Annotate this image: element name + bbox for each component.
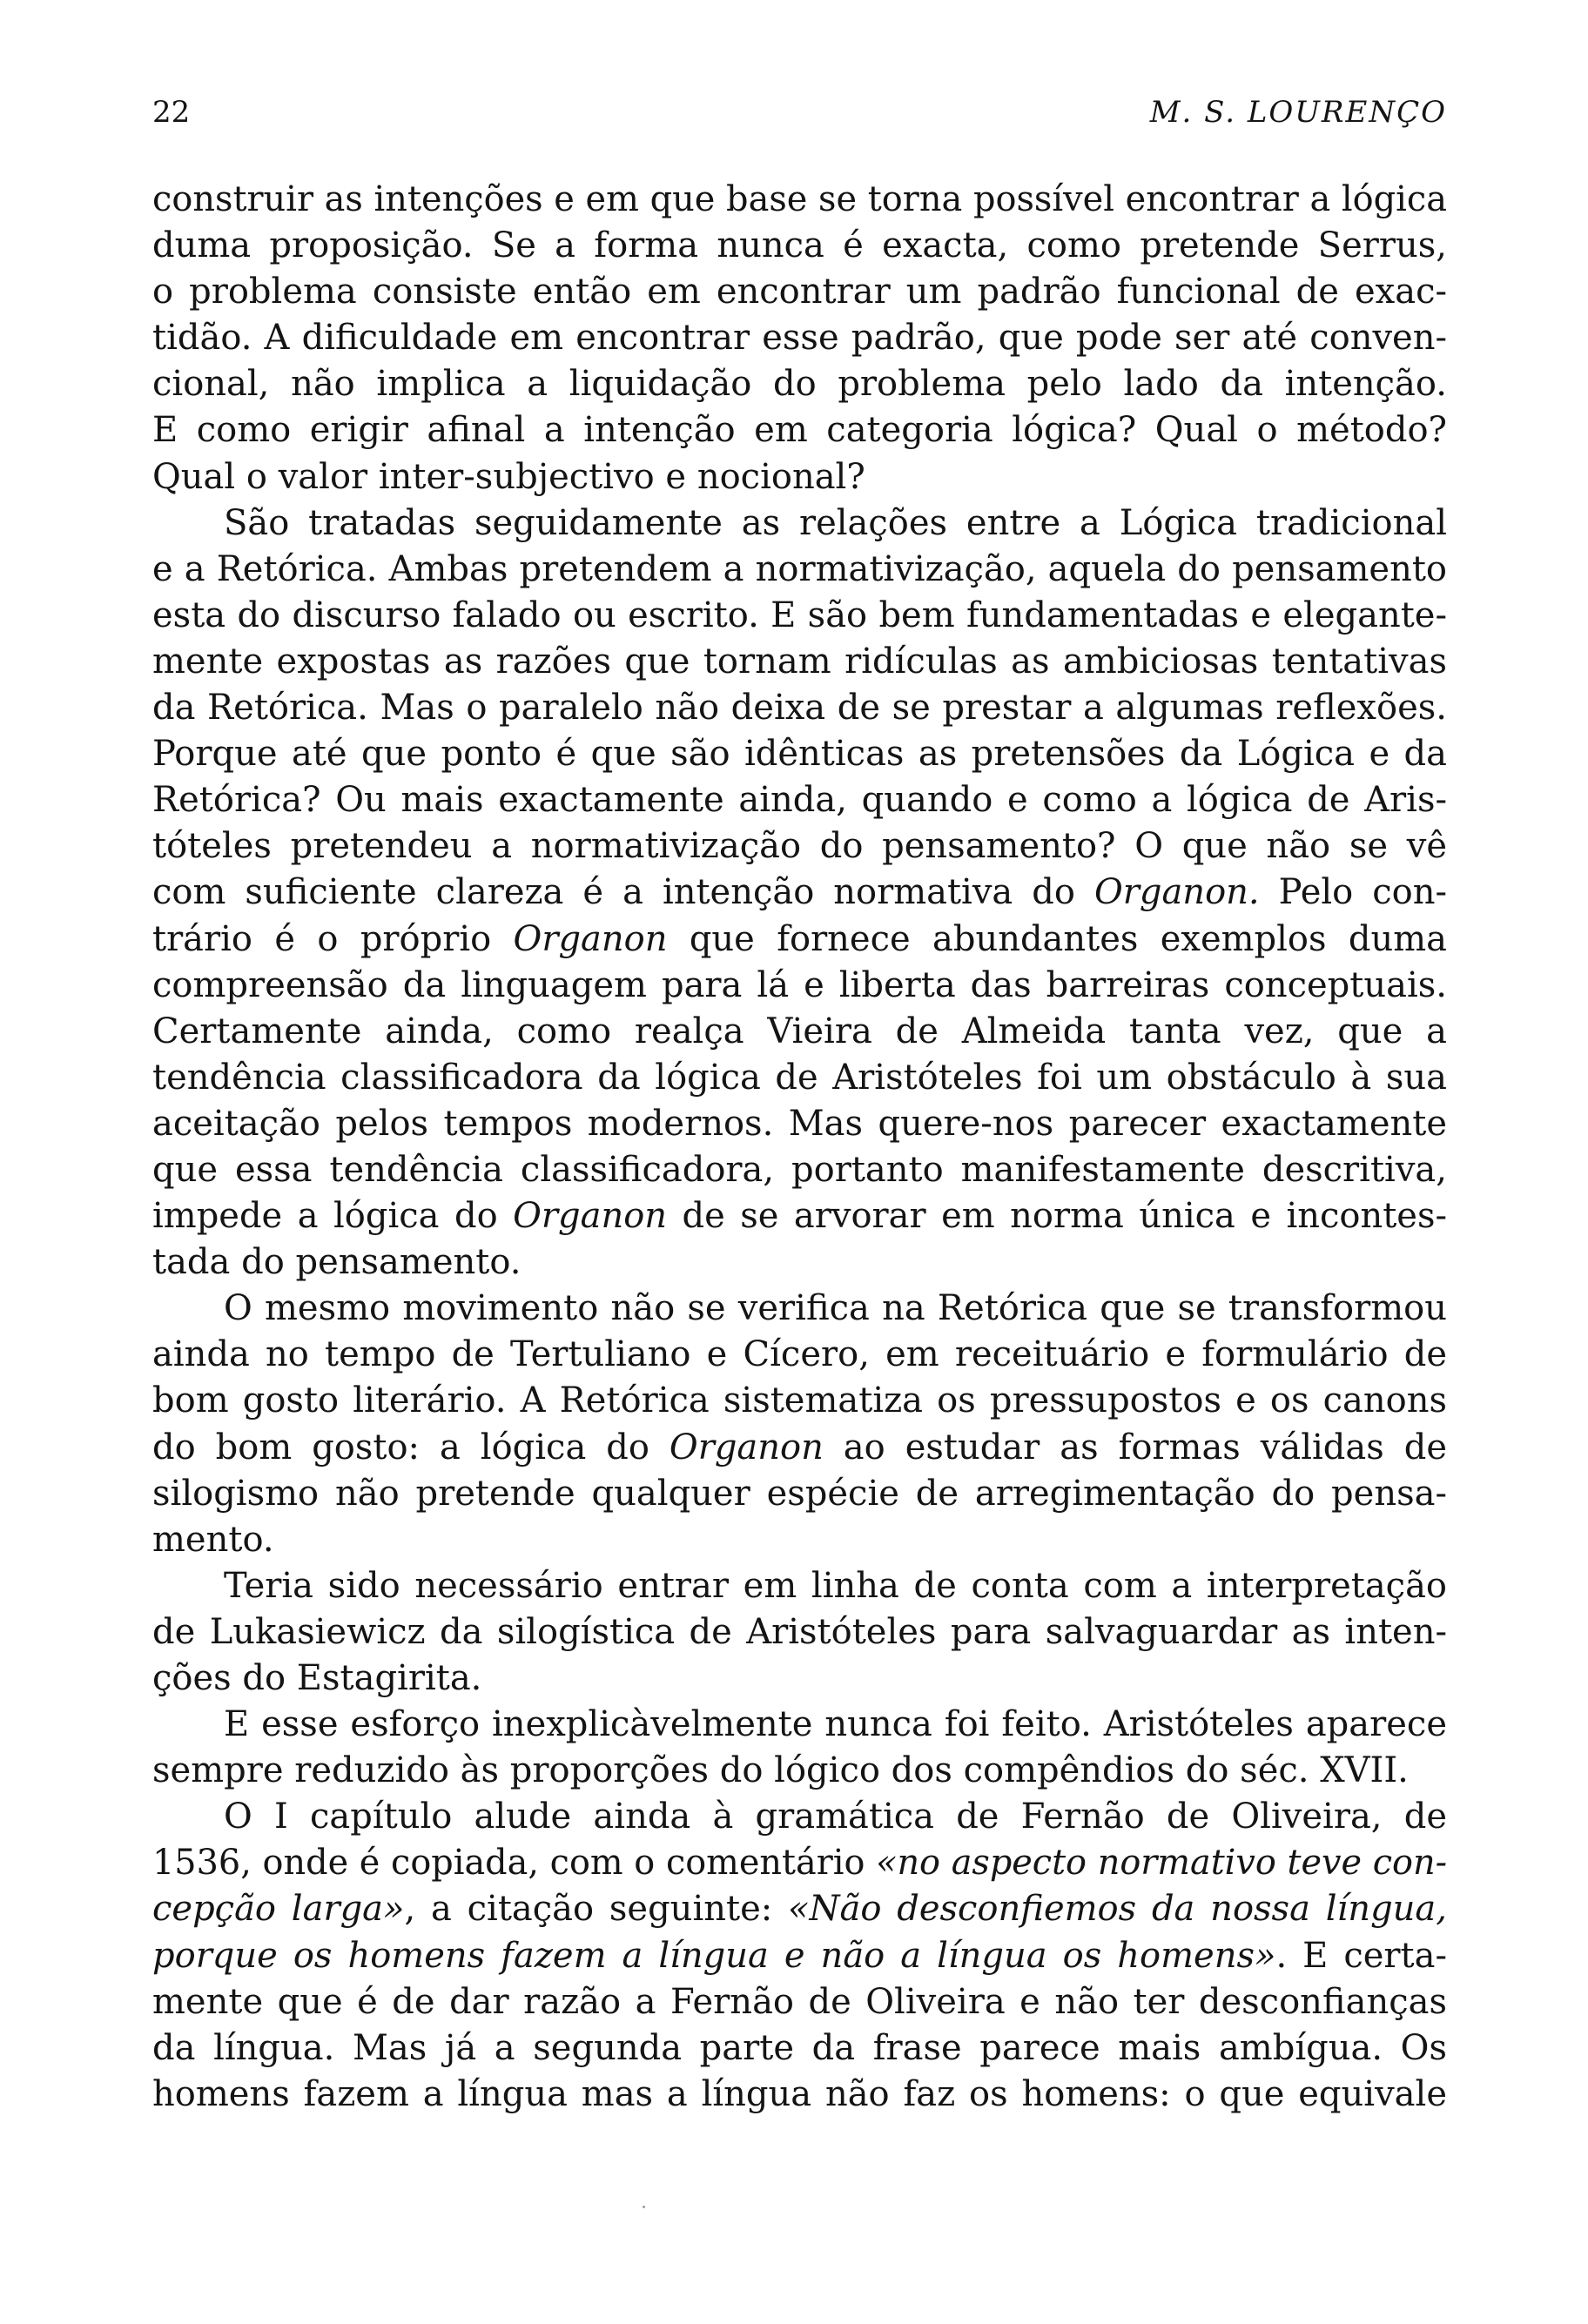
- text-line: [152, 1009, 1447, 1055]
- text-line: [152, 500, 1447, 547]
- text-line: [152, 177, 1447, 223]
- text-line: [152, 1147, 1447, 1193]
- text-segment: , a citação seguinte:: [404, 1889, 789, 1930]
- text-segment: da língua. Mas já a segunda parte da frase parece mais ambígua. Os: [152, 2027, 1447, 2068]
- text-segment: com suficiente clareza é a intenção normativa do: [152, 872, 1094, 913]
- text-segment: do bom gosto: a lógica do: [152, 1427, 670, 1468]
- text-line: [152, 1286, 1447, 1332]
- text-segment: homens fazem a língua mas a língua não faz os homens: o que equivale: [152, 2073, 1447, 2114]
- text-line: [152, 1239, 1447, 1286]
- italic-text-segment: Organon.: [1093, 872, 1260, 913]
- text-segment: Qual o valor inter-subjectivo e nocional?: [152, 456, 865, 497]
- italic-text-segment: Organon: [513, 918, 668, 959]
- text-line: [152, 361, 1447, 407]
- text-segment: e a Retórica. Ambas pretendem a normativização, aquela do pensamento: [152, 548, 1447, 589]
- text-segment: aceitação pelos tempos modernos. Mas quere-nos parecer exactamente: [152, 1103, 1447, 1144]
- text-segment: de Lukasiewicz da silogística de Aristóteles para salvaguardar as inten-: [152, 1611, 1447, 1652]
- text-line: [152, 1101, 1447, 1147]
- page-number: 22: [152, 95, 191, 130]
- text-segment: mente que é de dar razão a Fernão de Oliveira e não ter desconfianças: [152, 1981, 1447, 2022]
- text-line: [152, 1609, 1447, 1656]
- text-segment: esta do discurso falado ou escrito. E são bem fundamentadas e elegante-: [152, 594, 1447, 635]
- text-line: [152, 1332, 1447, 1378]
- text-line: [152, 1933, 1447, 1979]
- text-line: [152, 1979, 1447, 2025]
- text-line: [152, 2072, 1447, 2118]
- text-segment: ao estudar as formas válidas de: [823, 1427, 1447, 1468]
- text-line: [152, 639, 1447, 685]
- text-line: [152, 1656, 1447, 1702]
- text-segment: O mesmo movimento não se verifica na Retórica que se transformou: [224, 1288, 1447, 1329]
- text-line: [152, 1794, 1447, 1840]
- text-segment: trário é o próprio: [152, 918, 514, 959]
- text-line: [152, 870, 1447, 916]
- italic-text-segment: Organon: [513, 1196, 668, 1237]
- text-line: [152, 823, 1447, 870]
- text-line: [152, 547, 1447, 593]
- running-head-author: M. S. LOURENÇO: [1149, 95, 1447, 130]
- text-segment: . E certa-: [1275, 1935, 1447, 1976]
- text-segment: E como erigir afinal a intenção em categoria lógica? Qual o método?: [152, 410, 1447, 451]
- text-line: [152, 1425, 1447, 1471]
- text-segment: silogismo não pretende qualquer espécie de arregimentação do pensa-: [152, 1473, 1447, 1514]
- text-segment: tóteles pretendeu a normativização do pensamento? O que não se vê: [152, 826, 1447, 867]
- text-line: [152, 1517, 1447, 1563]
- text-line: [152, 1055, 1447, 1101]
- text-segment: bom gosto literário. A Retórica sistematiza os pressupostos e os canons: [152, 1380, 1447, 1421]
- text-line: [152, 315, 1447, 361]
- text-line: [152, 1702, 1447, 1748]
- text-line: [152, 593, 1447, 639]
- text-line: [152, 1378, 1447, 1424]
- text-segment: O I capítulo alude ainda à gramática de Fernão de Oliveira, de: [224, 1797, 1447, 1837]
- text-line: [152, 1840, 1447, 1886]
- text-segment: Certamente ainda, como realça Vieira de Almeida tanta vez, que a: [152, 1011, 1447, 1051]
- text-line: [152, 731, 1447, 777]
- text-segment: tidão. A dificuldade em encontrar esse padrão, que pode ser até conven-: [152, 318, 1447, 359]
- text-segment: compreensão da linguagem para lá e liberta das barreiras conceptuais.: [152, 964, 1447, 1005]
- text-line: [152, 1471, 1447, 1517]
- text-line: [152, 685, 1447, 731]
- text-segment: impede a lógica do: [152, 1196, 514, 1237]
- text-segment: que fornece abundantes exemplos duma: [667, 918, 1447, 959]
- text-segment: construir as intenções e em que base se torna possível encontrar a lógica: [152, 179, 1447, 219]
- text-segment: Teria sido necessário entrar em linha de conta com a interpretação: [224, 1565, 1447, 1606]
- text-segment: cional, não implica a liquidação do problema pelo lado da intenção.: [152, 364, 1447, 405]
- text-segment: duma proposição. Se a forma nunca é exacta, como pretende Serrus,: [152, 225, 1447, 266]
- italic-text-segment: Organon: [669, 1427, 824, 1468]
- text-segment: mente expostas as razões que tornam ridículas as ambiciosas tentativas: [152, 641, 1447, 682]
- text-segment: sempre reduzido às proporções do lógico dos compêndios do séc. XVII.: [152, 1750, 1409, 1791]
- text-segment: E esse esforço inexplicàvelmente nunca foi feito. Aristóteles aparece: [224, 1704, 1447, 1745]
- text-segment: da Retórica. Mas o paralelo não deixa de se prestar a algumas reflexões.: [152, 688, 1447, 729]
- text-segment: São tratadas seguidamente as relações entre a Lógica tradicional: [224, 502, 1447, 543]
- italic-text-segment: porque os homens fazem a língua e não a língua os homens»: [152, 1935, 1276, 1976]
- text-segment: que essa tendência classificadora, portanto manifestamente descritiva,: [152, 1149, 1447, 1190]
- text-line: [152, 917, 1447, 963]
- text-line: [152, 454, 1447, 500]
- print-speck: [643, 2206, 645, 2208]
- text-segment: Porque até que ponto é que são idênticas as pretensões da Lógica e da: [152, 734, 1447, 775]
- text-segment: 1536, onde é copiada, com o comentário: [152, 1843, 877, 1884]
- text-line: [152, 223, 1447, 269]
- text-segment: de se arvorar em norma única e incontes-: [667, 1196, 1447, 1237]
- italic-text-segment: «Não desconfiemos da nossa língua,: [788, 1889, 1447, 1930]
- text-line: [152, 1886, 1447, 1932]
- running-head: [152, 91, 1447, 134]
- text-segment: mento.: [152, 1519, 274, 1560]
- text-segment: Pelo con-: [1259, 872, 1448, 913]
- text-segment: o problema consiste então em encontrar um padrão funcional de exac-: [152, 272, 1447, 312]
- text-line: [152, 1563, 1447, 1609]
- text-segment: ainda no tempo de Tertuliano e Cícero, em receituário e formulário de: [152, 1334, 1447, 1375]
- text-line: [152, 963, 1447, 1009]
- text-segment: tada do pensamento.: [152, 1242, 521, 1283]
- text-segment: Retórica? Ou mais exactamente ainda, quando e como a lógica de Aris-: [152, 780, 1447, 821]
- text-line: [152, 1193, 1447, 1239]
- italic-text-segment: cepção larga»: [152, 1889, 405, 1930]
- text-line: [152, 777, 1447, 823]
- text-segment: tendência classificadora da lógica de Aristóteles foi um obstáculo à sua: [152, 1057, 1447, 1098]
- text-line: [152, 2025, 1447, 2072]
- text-line: [152, 407, 1447, 453]
- text-line: [152, 1748, 1447, 1794]
- italic-text-segment: «no aspecto normativo teve con-: [876, 1843, 1447, 1884]
- text-line: [152, 269, 1447, 315]
- body-text: [152, 177, 1447, 2118]
- text-segment: ções do Estagirita.: [152, 1658, 482, 1698]
